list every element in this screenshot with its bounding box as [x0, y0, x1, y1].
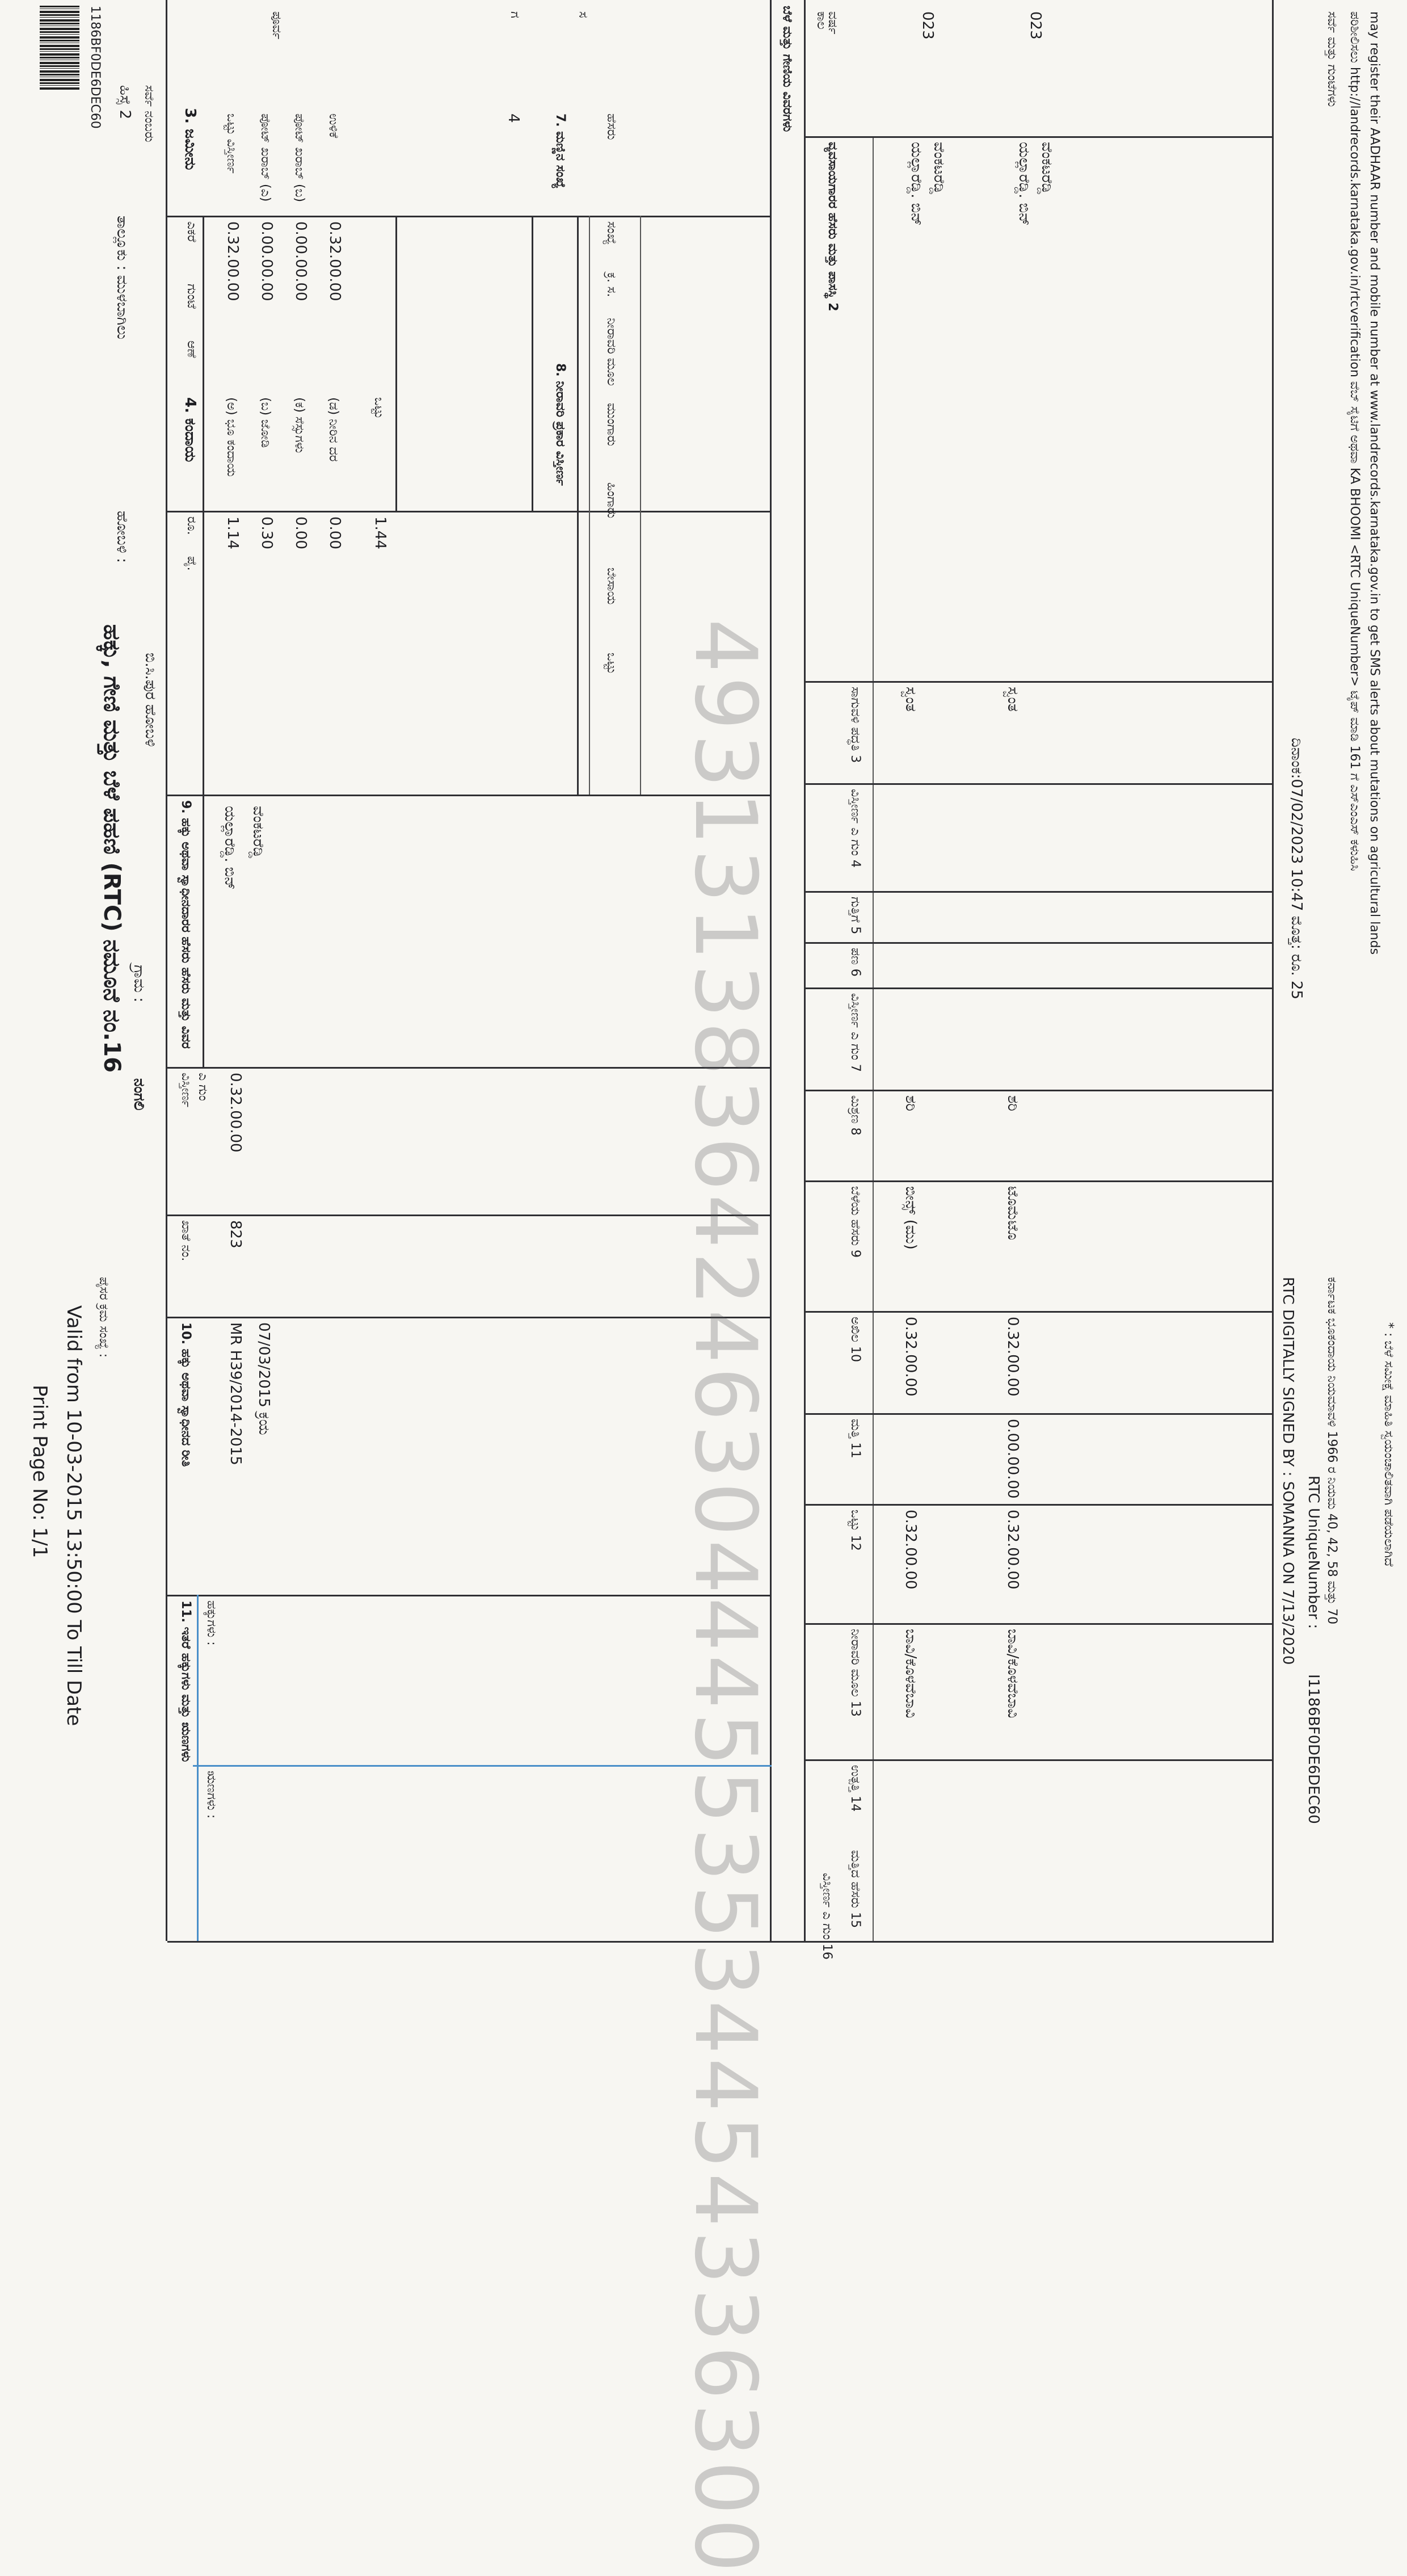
soil-heading: 7. ಮಣ್ಣಿನ ಸಂಖ್ಯೆ [553, 114, 567, 189]
khata-header: ಖಾತೆ ನಂ. [179, 1220, 193, 1262]
crop-mode: ಸ್ವಂತ [902, 687, 919, 712]
crop-col-header: ವಿಸ್ತೀರ್ಣ ಎ ಗುಂ 16 [820, 1873, 834, 1960]
soil-col: ಸಂಖ್ಯೆ [604, 221, 618, 245]
soil-col: ಬೇಸಾಯ [604, 568, 618, 605]
col-line-b [167, 511, 772, 512]
assess-row-value: 0.00 [326, 516, 343, 549]
crop-year: 023 [1027, 11, 1044, 40]
crop-col [806, 891, 1274, 893]
year-label: ವರ್ಷ [825, 11, 840, 35]
village-label: ಗ್ರಾಮ : [130, 965, 148, 1003]
area-sub: ಎ ಗುಂ [196, 1073, 210, 1101]
land-head-line [203, 216, 204, 1067]
land-row-value: 0.32.00.00 [224, 221, 241, 301]
liab-rights: ಹಕ್ಕುಗಳು : [204, 1600, 218, 1646]
serial-label: ಪೈಸರ ಕ್ರಮ ಸಂಖ್ಯೆ : [96, 1277, 111, 1358]
hissa-label: ಹಿಸ್ಸೆ 2 [116, 85, 133, 120]
crop-col [806, 987, 1274, 989]
soil-col: ಹೆಸರು [604, 114, 618, 140]
soil-col: ಹಿಂಗಾರು [604, 482, 618, 519]
khata-value: 823 [227, 1220, 244, 1249]
barcode [40, 6, 79, 91]
crop-col [806, 1941, 1274, 1943]
crop-col-header: ಮಿಶ್ರಣ 8 [848, 1095, 862, 1136]
crop-col [806, 136, 1274, 138]
crop-area-11: 0.00.00.00 [1004, 1419, 1021, 1499]
assess-row-value: 0.30 [258, 516, 275, 549]
crop-area-12: 0.32.00.00 [902, 1510, 919, 1590]
crop-mode: ಸ್ವಂತ [1004, 687, 1021, 712]
soil-line [577, 216, 579, 795]
assess-total-value: 1.44 [372, 516, 389, 549]
assess-row-label: (ಬ) ಜೋಡಿ [258, 397, 272, 448]
crop-col-header: ಮತ್ತಿ 11 [848, 1419, 862, 1459]
land-row-label: ಉಳಿಕೆ [326, 114, 340, 138]
liabilities-heading: 11. ಇತರೆ ಹಕ್ಕುಗಳು ಮತ್ತು ಋಣಗಳು [179, 1600, 193, 1762]
crop-col-header: ಪಣ 6 [848, 948, 862, 977]
liab-dues: ಋಣಗಳು : [204, 1771, 218, 1819]
land-mid-line [532, 216, 533, 511]
partial-left-label: ಗ [508, 11, 522, 18]
soil-head-line [589, 216, 590, 795]
unique-number-label: RTC UniqueNumber : [1305, 1476, 1322, 1629]
cultivator-name: ಯಲ್ಲಾರೆಡ್ಡಿ. ಬಿನ್ [908, 142, 925, 226]
cultivator-name: ವೆಂಕಟರೆಡ್ಡಿ [930, 142, 947, 195]
assess-paise: ಪೈ. [184, 556, 199, 571]
frame-top [166, 0, 167, 1941]
assess-row-label: (ಡ) ನೀರಿನ ದರ [326, 397, 340, 462]
soil-col: ಒಟ್ಟು [604, 653, 618, 674]
footnote: * : ಬೆಳೆ ಸಮೀಕ್ಷೆ ಮಾಹಿತಿ ಸ್ವಯಂಚಾಲಿತವಾಗಿ ಪಡೆಯಲಾಗಿದೆ [1381, 1322, 1396, 1567]
survey-label: ಸರ್ವೆ ನಂಬರು [142, 85, 156, 142]
barcode-text: 1186BF0DE6DEC60 [88, 6, 102, 129]
mutation-date: 07/03/2015 ಕ್ರಯ [255, 1322, 272, 1435]
crop-col [806, 1311, 1274, 1313]
land-sub-line [395, 216, 397, 511]
crop-name: ಟೊಮೆಟೊ [1004, 1186, 1021, 1241]
crop-source: ಬಾವಿ/ಕೊಳವೆಬಾವಿ [902, 1629, 919, 1718]
crop-col-line [873, 136, 874, 1941]
crop-col-header: ಮತ್ತಿದ ಹೆಸರು 15 [848, 1850, 862, 1928]
crop-col [806, 1504, 1274, 1506]
soil-col: ಮುಂಗಾರು [604, 403, 618, 446]
hobli-value: ಬಿ.ಸಿ.ಪುರ ಹೋಬಳಿ [142, 653, 159, 747]
crop-col-header: ವಿಸ್ತೀರ್ಣ ಎ ಗುಂ 4 [848, 789, 862, 868]
assess-row-label: (ಕ) ಸೆಸ್ಸುಗಳು [292, 397, 306, 453]
frame-bottom [1272, 0, 1274, 1941]
assess-total-label: ಒಟ್ಟು [372, 397, 386, 419]
crop-col [806, 1413, 1274, 1415]
partial-left-label: ಸ [576, 11, 590, 18]
crop-col [806, 942, 1274, 944]
crop-mix: ಶರಿ [902, 1095, 919, 1111]
cultivator-heading: ವ್ಯವಸಾಯಗಾರರ ಹೆಸರು ಮತ್ತು ಪಾಸಸ್ಥಿ 2 [825, 142, 840, 312]
cultivator-name: ವೆಂಕಟರೆಡ್ಡಿ [1038, 142, 1055, 195]
land-row-value: 0.32.00.00 [326, 221, 343, 301]
assess-row-value: 1.14 [224, 516, 241, 549]
crop-heading: ಬೆಳೆ ಮತ್ತು ಗೇಣಿಯ ವಿವರಗಳು [780, 6, 794, 132]
owners-heading: 9. ಹಕ್ಕು ಅಥವಾ ಸ್ವಾಧೀನದಾರರ ಹೆಸರು ಹೆಸರು ಮತ್ತು ವಿವರ [179, 800, 193, 1049]
cultivator-name: ಯಲ್ಲಾರೆಡ್ಡಿ. ಬಿನ್ [1016, 142, 1033, 226]
hobli-label: ಹೋಬಳಿ : [113, 511, 130, 563]
village-value: ನಂಗಲಿ [130, 1078, 148, 1111]
watermark-number: 4931313836424630444553534454336300 [676, 619, 774, 2576]
soil-col: ಕ್ರ. ಸ. [604, 272, 618, 297]
crop-area-10: 0.32.00.00 [1004, 1317, 1021, 1397]
mutation-heading: 10. ಹಕ್ಕು ಅಥವಾ ಸ್ವಾಧೀನದ ರೀತಿ [179, 1322, 193, 1467]
assess-row-label: (ಅ) ಭೂ ಕಂದಾಯ [224, 397, 238, 477]
unit-ekare: ಎಕರೆ [184, 221, 199, 242]
irrigation-heading: 8. ನೀರಾವರಿ ಪ್ರಕಾರ ವಿಸ್ತೀರ್ಣ [553, 363, 567, 486]
assess-rupee: ರೂ. [184, 516, 199, 535]
crop-col-header: ಸಾಗುವಳಿ ಪದ್ಧತಿ 3 [848, 687, 862, 763]
crop-area-10: 0.32.00.00 [902, 1317, 919, 1397]
crop-col-header: ವಿಸ್ತೀರ್ಣ ಎ ಗುಂ 7 [848, 993, 862, 1072]
land-row-label: ಪೋಟ್ ಖರಾಬ್ (ಬ) [292, 114, 306, 203]
land-number-4: 4 [505, 114, 522, 123]
act-reference: ಕರ್ನಾಟಕ ಭೂಕಂದಾಯ ನಿಯಮಾವಳಿ 1966 ರ ನಿಯಮ 40, 42, 58 ಮತ್ತು 70 [1325, 1277, 1339, 1625]
land-row-value: 0.00.00.00 [292, 221, 309, 301]
crop-col-header: ಬೆಳೆಯ ಹೆಸರು 9 [848, 1186, 862, 1258]
crop-source: ಬಾವಿ/ಕೊಳವೆಬಾವಿ [1004, 1629, 1021, 1718]
crop-head-line [804, 0, 806, 1941]
area-header: ವಿಸ್ತೀರ್ಣ [179, 1073, 193, 1108]
valid-from: Valid from 10-03-2015 13:50:00 To Till Date [62, 1305, 85, 1726]
mutation-ref: MR H39/2014-2015 [227, 1322, 244, 1465]
unique-number-value: I1186BF0DE6DEC60 [1305, 1674, 1322, 1824]
partial-left-label: ಕಾಲ [814, 11, 828, 30]
crop-col [806, 783, 1274, 785]
owner-name: ಯಲ್ಲಾರೆಡ್ಡಿ. ಬಿನ್ [221, 806, 238, 890]
land-row-value: 0.00.00.00 [258, 221, 275, 301]
owner-name: ವೆಂಕಟರೆಡ್ಡಿ [250, 806, 267, 859]
crop-col-header: ಗುತ್ತಿಗೆ 5 [848, 897, 862, 935]
crop-col-header: ಒಟ್ಟು 12 [848, 1510, 862, 1551]
soil-col-line [640, 216, 641, 795]
col-line-a [167, 216, 772, 217]
corner-label: ಸರ್ವೆ ಮತ್ತು ಗುಂಟೆಗಳು [1325, 11, 1339, 107]
crop-col-header: ಅಖಿಲ 10 [848, 1317, 862, 1362]
assess-heading: 4. ಕಂದಾಯ [182, 397, 199, 463]
taluk-label: ತಾಲ್ಲೂಕು : ಮುಳಬಾಗಿಲು [113, 216, 130, 340]
crop-col [806, 1623, 1274, 1625]
crop-col-header: ನೀರಾವರಿ ಮೂಲ 13 [848, 1629, 862, 1717]
unit-ane: ಆಣೆ [184, 341, 199, 358]
crop-area-12: 0.32.00.00 [1004, 1510, 1021, 1590]
digital-signature: RTC DIGITALLY SIGNED BY : SOMANNA ON 7/13/2020 [1279, 1277, 1296, 1665]
sms-line: may register their AADHAAR number and mobile number at www.landrecords.karnataka.gov.in to get SMS alerts about mutations on agricultural lands [1367, 11, 1381, 955]
liab-line [197, 1595, 199, 1941]
unit-gunte: ಗುಂಟೆ [184, 284, 199, 309]
crop-col-header: ಉತ್ಪತ್ತಿ 14 [848, 1765, 862, 1812]
owner-area: 0.32.00.00 [227, 1073, 244, 1153]
crop-year: 023 [919, 11, 936, 40]
land-row-label: ಪೋಟ್ ಖರಾಬ್ (ಎ) [258, 114, 272, 202]
print-page-no: Print Page No: 1/1 [28, 1385, 51, 1558]
soil-col: ನೀರಾವರಿ ಮೂಲ [604, 318, 618, 386]
verify-line: ಪರಿಶೀಲಿಸಲು http://landrecords.karnataka.gov.in/rtcverification ವೆಬ್ ಸೈಟಿಗೆ ಅಥವಾ KA BHOOMI <RTC UniqueNumber> ಟೈಪ್ ಮಾಡಿ 161 ಗೆ ಎಸ್ಎಂಎಸ್ ಕಳುಹಿಸಿ [1347, 11, 1362, 871]
issue-date: ದಿನಾಂಕ:07/02/2023 10:47 ಮೊತ್ತ: ರೂ. 25 [1288, 738, 1305, 1000]
crop-col [806, 1759, 1274, 1761]
land-heading: 3. ಜಮೀನು [182, 108, 199, 170]
crop-col [806, 1180, 1274, 1182]
crop-col [806, 681, 1274, 683]
land-row-label: ಒಟ್ಟು ವಿಸ್ತೀರ್ಣ [224, 114, 238, 174]
assess-row-value: 0.00 [292, 516, 309, 549]
crop-mix: ಶರಿ [1004, 1095, 1021, 1111]
partial-left-label: ಪೂರ್ವ [269, 11, 284, 40]
page-title: ಹಕ್ಕು, ಗೇಣಿ ಮತ್ತು ಬೆಳೆ ಪಹಣಿ (RTC) ನಮೂನೆ ನಂ.16 [99, 624, 125, 1073]
crop-col [806, 1090, 1274, 1091]
crop-name: ಬೀನ್ಸ್ (ಮು) [902, 1186, 919, 1250]
